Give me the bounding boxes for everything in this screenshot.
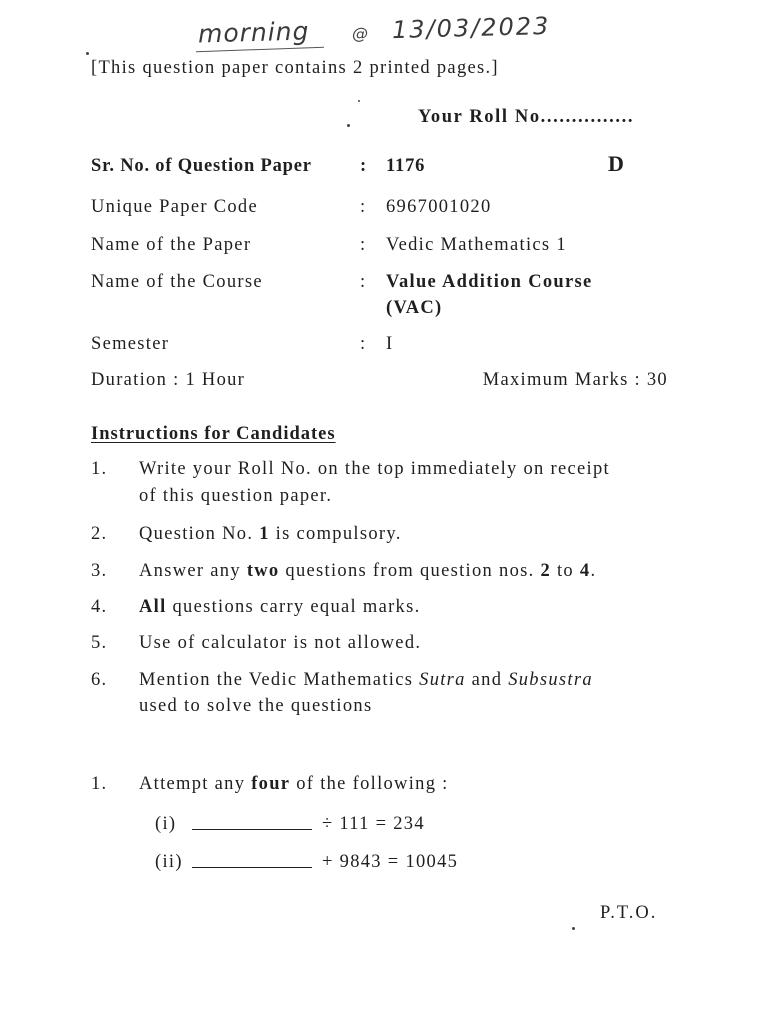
instruction-text-continued: used to solve the questions bbox=[139, 696, 373, 716]
paper-name-label: Name of the Paper bbox=[91, 235, 252, 255]
handwritten-mark: @ bbox=[351, 23, 370, 44]
semester-colon: : bbox=[360, 334, 367, 354]
scan-speck bbox=[358, 100, 360, 102]
question-number: 1. bbox=[91, 774, 108, 794]
instructions-heading: Instructions for Candidates bbox=[91, 424, 336, 444]
scan-speck bbox=[572, 927, 575, 930]
maximum-marks: Maximum Marks : 30 bbox=[482, 370, 668, 390]
question-text: Attempt any four of the following : bbox=[139, 774, 449, 794]
printed-pages-note: [This question paper contains 2 printed pages.] bbox=[91, 58, 499, 78]
instruction-text-continued: of this question paper. bbox=[139, 486, 333, 506]
instruction-text: All questions carry equal marks. bbox=[139, 597, 421, 617]
course-name-colon: : bbox=[360, 272, 367, 292]
sr-no-colon: : bbox=[360, 156, 367, 176]
instruction-text: Question No. 1 is compulsory. bbox=[139, 524, 402, 544]
handwritten-note: morning bbox=[197, 16, 310, 49]
answer-blank bbox=[192, 829, 312, 830]
instruction-number: 5. bbox=[91, 633, 108, 653]
instruction-number: 4. bbox=[91, 597, 108, 617]
duration: Duration : 1 Hour bbox=[91, 370, 246, 390]
semester-label: Semester bbox=[91, 334, 170, 354]
sub-question-number: (i) bbox=[155, 814, 177, 834]
instruction-number: 2. bbox=[91, 524, 108, 544]
paper-name-colon: : bbox=[360, 235, 367, 255]
instruction-number: 6. bbox=[91, 670, 108, 690]
roll-no-field: Your Roll No............... bbox=[418, 107, 635, 127]
instruction-number: 3. bbox=[91, 561, 108, 581]
please-turn-over: P.T.O. bbox=[600, 903, 658, 923]
instruction-text: Answer any two questions from question nos. 2 to 4. bbox=[139, 561, 597, 581]
paper-code-label: Unique Paper Code bbox=[91, 197, 258, 217]
scan-speck bbox=[86, 52, 89, 55]
instruction-text: Mention the Vedic Mathematics Sutra and Subsustra bbox=[139, 670, 593, 690]
handwritten-date: 13/03/2023 bbox=[391, 11, 551, 45]
sr-no-label: Sr. No. of Question Paper bbox=[91, 156, 312, 176]
instruction-text: Write your Roll No. on the top immediately on receipt bbox=[139, 459, 610, 479]
instruction-text: Use of calculator is not allowed. bbox=[139, 633, 422, 653]
paper-set-letter: D bbox=[608, 151, 626, 176]
course-name-label: Name of the Course bbox=[91, 272, 263, 292]
sub-question-number: (ii) bbox=[155, 852, 183, 872]
instruction-number: 1. bbox=[91, 459, 108, 479]
sr-no-value: 1176 bbox=[386, 156, 426, 176]
answer-blank bbox=[192, 867, 312, 868]
sub-question-equation: + 9843 = 10045 bbox=[322, 852, 459, 872]
course-name-value-line2: (VAC) bbox=[386, 298, 443, 318]
course-name-value: Value Addition Course bbox=[386, 272, 593, 292]
paper-name-value: Vedic Mathematics 1 bbox=[386, 235, 567, 255]
paper-code-value: 6967001020 bbox=[386, 197, 492, 217]
sub-question-equation: ÷ 111 = 234 bbox=[322, 814, 425, 834]
semester-value: I bbox=[386, 334, 394, 354]
scan-speck bbox=[347, 124, 350, 127]
paper-code-colon: : bbox=[360, 197, 367, 217]
